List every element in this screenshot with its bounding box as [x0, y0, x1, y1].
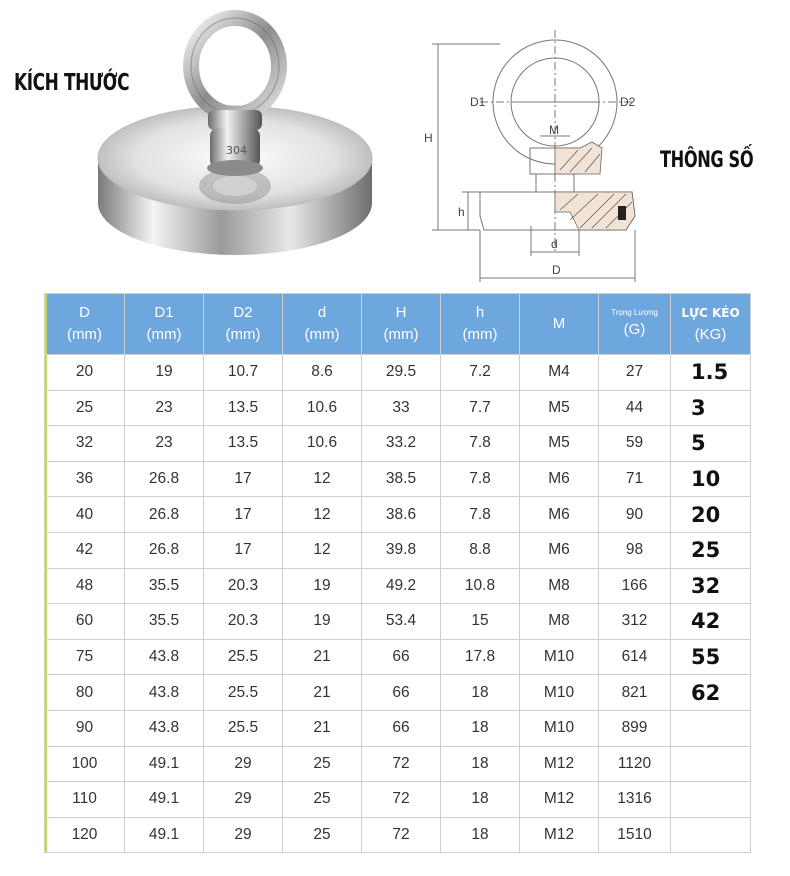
cell-d: 75: [45, 639, 125, 675]
diagram-label-d1: D1: [470, 95, 486, 109]
diagram-label-d-small: d: [551, 237, 558, 251]
cell-d2: 25.5: [204, 710, 283, 746]
diagram-label-h-upper: H: [424, 131, 433, 145]
cell-d-small: 12: [283, 461, 362, 497]
cell-d1: 19: [125, 355, 204, 391]
cell-h-lower: 10.8: [441, 568, 520, 604]
cell-h-lower: 18: [441, 675, 520, 711]
cell-d1: 26.8: [125, 532, 204, 568]
cell-h-lower: 17.8: [441, 639, 520, 675]
cell-d-small: 19: [283, 568, 362, 604]
cell-d: 100: [45, 746, 125, 782]
cell-d-small: 25: [283, 746, 362, 782]
cell-h-upper: 66: [362, 675, 441, 711]
cell-weight: 312: [599, 604, 671, 640]
table-row: [45, 390, 751, 426]
cell-m: M4: [520, 355, 599, 391]
cell-pull-force: [671, 746, 751, 782]
cell-m: M5: [520, 426, 599, 462]
cell-d-small: 12: [283, 532, 362, 568]
table-header-row: [45, 294, 751, 355]
diagram-label-m: M: [549, 123, 559, 137]
cell-h-lower: 18: [441, 710, 520, 746]
cell-pull-force: 1.5: [671, 355, 751, 391]
cell-d: 80: [45, 675, 125, 711]
cell-pull-force: [671, 817, 751, 853]
cell-weight: 821: [599, 675, 671, 711]
cell-h-lower: 7.7: [441, 390, 520, 426]
table-row: [45, 710, 751, 746]
cell-d1: 26.8: [125, 497, 204, 533]
cell-weight: 90: [599, 497, 671, 533]
header-d2: D2 (mm): [204, 294, 283, 355]
cell-d2: 13.5: [204, 426, 283, 462]
table-row: [45, 746, 751, 782]
cell-h-upper: 38.5: [362, 461, 441, 497]
cell-d2: 29: [204, 782, 283, 818]
cell-h-lower: 7.2: [441, 355, 520, 391]
cell-d2: 13.5: [204, 390, 283, 426]
cell-d-small: 21: [283, 639, 362, 675]
cell-m: M12: [520, 817, 599, 853]
cell-pull-force: 42: [671, 604, 751, 640]
cell-h-upper: 39.8: [362, 532, 441, 568]
table-row: [45, 782, 751, 818]
cell-d2: 17: [204, 461, 283, 497]
cell-d1: 35.5: [125, 568, 204, 604]
cell-d-small: 25: [283, 817, 362, 853]
spec-heading: THÔNG SỐ: [660, 148, 754, 173]
table-row: [45, 675, 751, 711]
cell-d1: 35.5: [125, 604, 204, 640]
cell-h-lower: 7.8: [441, 461, 520, 497]
cell-m: M10: [520, 639, 599, 675]
cell-h-lower: 8.8: [441, 532, 520, 568]
cell-h-upper: 72: [362, 782, 441, 818]
cell-pull-force: [671, 710, 751, 746]
cell-weight: 1316: [599, 782, 671, 818]
cell-h-upper: 72: [362, 746, 441, 782]
cell-d: 110: [45, 782, 125, 818]
header-m: M: [520, 294, 599, 355]
cell-d: 20: [45, 355, 125, 391]
table-row: [45, 355, 751, 391]
cell-d2: 20.3: [204, 604, 283, 640]
cell-weight: 166: [599, 568, 671, 604]
cell-d: 60: [45, 604, 125, 640]
cell-weight: 59: [599, 426, 671, 462]
cell-h-lower: 18: [441, 817, 520, 853]
cell-d2: 20.3: [204, 568, 283, 604]
table-row: [45, 639, 751, 675]
cell-m: M12: [520, 746, 599, 782]
cell-m: M6: [520, 497, 599, 533]
cell-weight: 899: [599, 710, 671, 746]
cell-d-small: 21: [283, 675, 362, 711]
cell-h-upper: 66: [362, 710, 441, 746]
cell-h-lower: 7.8: [441, 426, 520, 462]
cell-d1: 49.1: [125, 746, 204, 782]
cell-d-small: 21: [283, 710, 362, 746]
size-heading: KÍCH THƯỚC: [14, 70, 130, 96]
cell-pull-force: 62: [671, 675, 751, 711]
cell-d2: 29: [204, 746, 283, 782]
cell-d-small: 8.6: [283, 355, 362, 391]
cell-pull-force: 20: [671, 497, 751, 533]
header-weight: Trọng Lượng (G): [599, 294, 671, 355]
cell-h-upper: 49.2: [362, 568, 441, 604]
cell-d: 32: [45, 426, 125, 462]
cell-weight: 1120: [599, 746, 671, 782]
cell-d: 120: [45, 817, 125, 853]
technical-diagram: [420, 30, 660, 285]
table-row: [45, 426, 751, 462]
cell-d-small: 10.6: [283, 390, 362, 426]
header-d-small: d (mm): [283, 294, 362, 355]
cell-weight: 98: [599, 532, 671, 568]
cell-m: M12: [520, 782, 599, 818]
cell-d1: 43.8: [125, 639, 204, 675]
cell-pull-force: 10: [671, 461, 751, 497]
cell-d: 40: [45, 497, 125, 533]
cell-pull-force: 5: [671, 426, 751, 462]
engraving-text: 304: [226, 144, 247, 157]
cell-d2: 17: [204, 497, 283, 533]
cell-d1: 26.8: [125, 461, 204, 497]
table-row: [45, 568, 751, 604]
cell-d: 42: [45, 532, 125, 568]
cell-h-upper: 66: [362, 639, 441, 675]
cell-d2: 29: [204, 817, 283, 853]
cell-d-small: 19: [283, 604, 362, 640]
cell-d1: 43.8: [125, 710, 204, 746]
cell-pull-force: 3: [671, 390, 751, 426]
cell-h-upper: 38.6: [362, 497, 441, 533]
cell-h-lower: 15: [441, 604, 520, 640]
cell-h-lower: 18: [441, 782, 520, 818]
header-pull-force: LỰC KÉO (KG): [671, 294, 751, 355]
spec-table: [44, 293, 751, 853]
cell-d: 90: [45, 710, 125, 746]
cell-pull-force: 25: [671, 532, 751, 568]
cell-pull-force: [671, 782, 751, 818]
cell-h-lower: 18: [441, 746, 520, 782]
table-row: [45, 604, 751, 640]
cell-d1: 49.1: [125, 817, 204, 853]
cell-pull-force: 32: [671, 568, 751, 604]
cell-m: M10: [520, 710, 599, 746]
header-h-upper: H (mm): [362, 294, 441, 355]
cell-d: 25: [45, 390, 125, 426]
cell-d1: 23: [125, 390, 204, 426]
header-d1: D1 (mm): [125, 294, 204, 355]
cell-weight: 27: [599, 355, 671, 391]
cell-d-small: 10.6: [283, 426, 362, 462]
diagram-label-h-lower: h: [458, 205, 465, 219]
cell-d-small: 25: [283, 782, 362, 818]
diagram-label-d-large: D: [552, 263, 561, 277]
cell-d2: 25.5: [204, 639, 283, 675]
cell-pull-force: 55: [671, 639, 751, 675]
cell-h-upper: 72: [362, 817, 441, 853]
cell-d: 36: [45, 461, 125, 497]
cell-weight: 1510: [599, 817, 671, 853]
cell-m: M8: [520, 568, 599, 604]
cell-h-upper: 53.4: [362, 604, 441, 640]
table-row: [45, 817, 751, 853]
cell-d2: 10.7: [204, 355, 283, 391]
cell-d2: 17: [204, 532, 283, 568]
cell-m: M5: [520, 390, 599, 426]
cell-m: M8: [520, 604, 599, 640]
cell-d: 48: [45, 568, 125, 604]
cell-d2: 25.5: [204, 675, 283, 711]
cell-d1: 43.8: [125, 675, 204, 711]
cell-d-small: 12: [283, 497, 362, 533]
cell-h-upper: 29.5: [362, 355, 441, 391]
cell-m: M6: [520, 532, 599, 568]
cell-m: M10: [520, 675, 599, 711]
magnet-product-image: [90, 8, 380, 278]
header-d: D (mm): [45, 294, 125, 355]
table-row: [45, 497, 751, 533]
header-h-lower: h (mm): [441, 294, 520, 355]
cell-weight: 44: [599, 390, 671, 426]
cell-d1: 23: [125, 426, 204, 462]
cell-weight: 71: [599, 461, 671, 497]
diagram-label-d2: D2: [620, 95, 636, 109]
table-row: [45, 532, 751, 568]
cell-h-lower: 7.8: [441, 497, 520, 533]
cell-h-upper: 33: [362, 390, 441, 426]
table-row: [45, 461, 751, 497]
cell-m: M6: [520, 461, 599, 497]
cell-d1: 49.1: [125, 782, 204, 818]
cell-h-upper: 33.2: [362, 426, 441, 462]
cell-weight: 614: [599, 639, 671, 675]
